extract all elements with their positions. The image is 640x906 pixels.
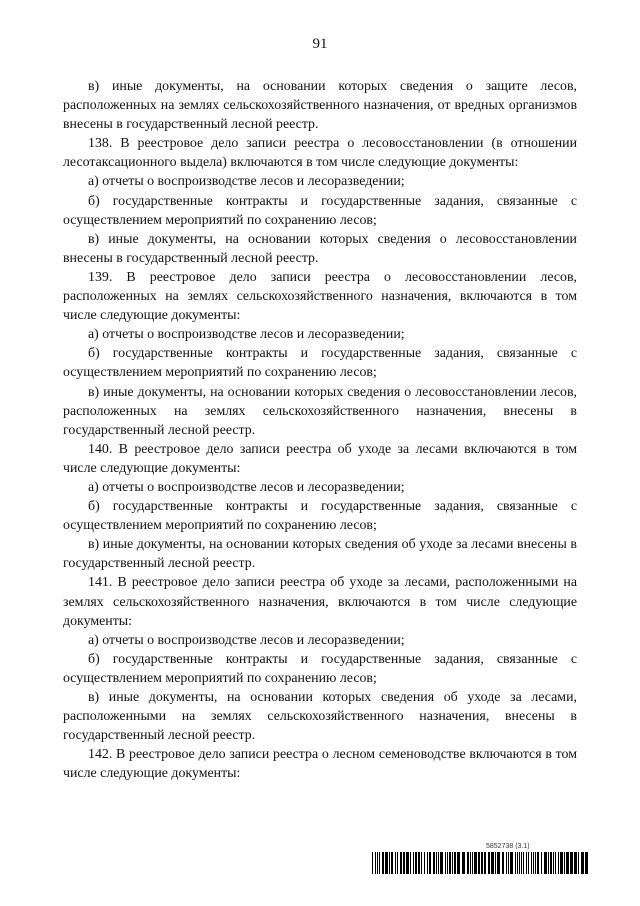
- paragraph: б) государственные контракты и государственные задания, связанные с осуществлением мероприятий по сохранению лесов;: [63, 193, 577, 228]
- paragraph: а) отчеты о воспроизводстве лесов и лесоразведении;: [88, 327, 405, 343]
- paragraph: 140. В реестровое дело записи реестра об уходе за лесами включаются в том числе следующие документы:: [63, 441, 577, 476]
- paragraph: б) государственные контракты и государственные задания, связанные с осуществлением мероприятий по сохранению лесов;: [63, 346, 577, 381]
- document-code: 5852738 (3.1): [486, 843, 530, 850]
- paragraph: а) отчеты о воспроизводстве лесов и лесоразведении;: [88, 632, 405, 648]
- paragraph: в) иные документы, на основании которых сведения о лесовосстановлении внесены в государственный лесной реестр.: [63, 231, 577, 266]
- paragraph: 142. В реестровое дело записи реестра о лесном семеноводстве включаются в том числе следующие документы:: [63, 747, 577, 782]
- paragraph: б) государственные контракты и государственные задания, связанные с осуществлением мероприятий по сохранению лесов;: [63, 651, 577, 686]
- paragraph: 139. В реестровое дело записи реестра о лесовосстановлении лесов, расположенных на землях сельскохозяйственного назначения, включаются в том числе следующие документы:: [63, 269, 577, 324]
- page-number: 91: [312, 36, 328, 52]
- paragraph: а) отчеты о воспроизводстве лесов и лесоразведении;: [88, 174, 405, 190]
- paragraph: а) отчеты о воспроизводстве лесов и лесоразведении;: [88, 479, 405, 495]
- paragraph: б) государственные контракты и государственные задания, связанные с осуществлением мероприятий по сохранению лесов;: [63, 499, 577, 534]
- paragraph: в) иные документы, на основании которых сведения о лесовосстановлении лесов, расположенных на землях сельскохозяйственного назначения, внесены в государственный лесной реестр.: [63, 384, 577, 438]
- paragraph: 141. В реестровое дело записи реестра об уходе за лесами, расположенными на землях сельскохозяйственного назначения, включаются в том числе следующие документы:: [63, 575, 577, 629]
- paragraph: 138. В реестровое дело записи реестра о лесовосстановлении (в отношении лесотаксационного выдела) включаются в том числе следующие документы:: [63, 136, 577, 171]
- paragraph: в) иные документы, на основании которых сведения об уходе за лесами внесены в государственный лесной реестр.: [63, 537, 577, 572]
- barcode-image: [372, 852, 592, 874]
- document-body: [63, 77, 577, 783]
- paragraph: в) иные документы, на основании которых сведения о защите лесов, расположенных на землях сельскохозяйственного назначения, от вредных организмов внесены в государственный лесной реестр.: [63, 79, 577, 133]
- paragraph: в) иные документы, на основании которых сведения об уходе за лесами, расположенными на землях сельскохозяйственного назначения, внесены в государственный лесной реестр.: [63, 690, 577, 744]
